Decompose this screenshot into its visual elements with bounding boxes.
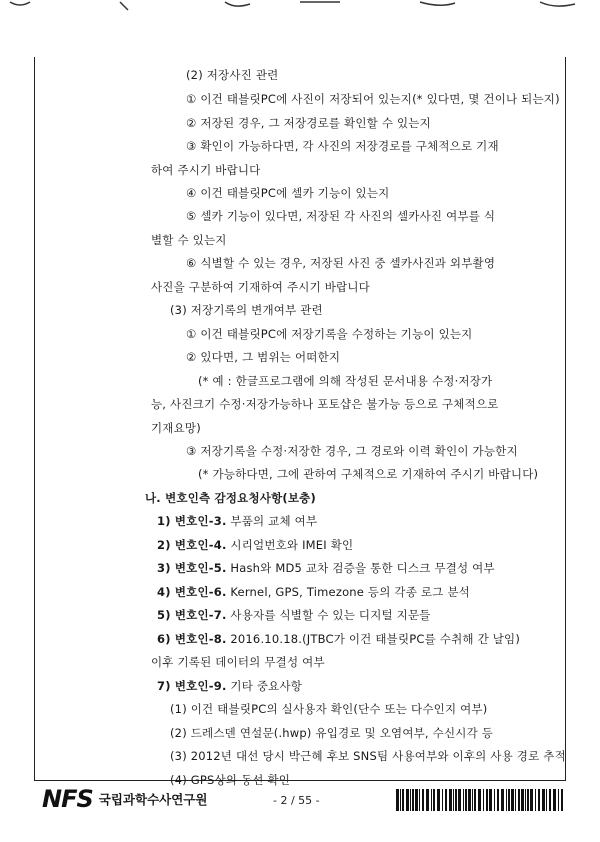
text-line: ③ 저장기록을 수정·저장한 경우, 그 경로와 이력 확인이 가능한지 [186, 444, 518, 458]
item-number: 4) 변호인-6. [157, 585, 227, 599]
barcode-bar [468, 789, 471, 811]
top-edge-marks [0, 0, 600, 14]
barcode-bar [525, 789, 526, 811]
barcode-bar [553, 789, 556, 811]
text-line: ① 이건 태블릿PC에 저장기록을 수정하는 기능이 있는지 [186, 327, 473, 341]
text-line [157, 585, 470, 599]
text-line: ③ 확인이 가능하다면, 각 사진의 저장경로를 구체적으로 기재 [186, 139, 499, 153]
barcode-bar [465, 789, 467, 811]
barcode-bar [449, 789, 452, 811]
barcode-bar [478, 789, 481, 811]
organization-name: 국립과학수사연구원 [98, 792, 208, 807]
barcode-bar [455, 789, 457, 811]
text-line: (3) 저장기록의 변개여부 관련 [170, 303, 323, 317]
barcode-bar [489, 789, 492, 811]
text-line: ② 저장된 경우, 그 저장경로를 확인할 수 있는지 [186, 116, 431, 130]
barcode-bar [433, 789, 435, 811]
barcode-bar [527, 789, 529, 811]
item-text: 시리얼번호와 IMEI 확인 [226, 538, 354, 552]
nfs-logo: NFS [42, 785, 93, 813]
barcode-bar [501, 789, 504, 811]
text-line: (1) 이건 태블릿PC의 실사용자 확인(단수 또는 다수인지 여부) [170, 702, 488, 716]
text-line: ① 이건 태블릿PC에 사진이 저장되어 있는지(* 있다면, 몇 건이나 되는지) [186, 92, 560, 106]
text-line: 나. 변호인측 감정요청사항(보충) [145, 491, 316, 505]
text-line: (4) GPS상의 동선 확인 [170, 773, 291, 787]
text-line: 사진을 구분하여 기재하여 주시기 바랍니다 [151, 280, 370, 294]
barcode-bar [518, 789, 520, 811]
text-line: (3) 2012년 대선 당시 박근혜 후보 SNS팀 사용여부와 이후의 사용 경로 추적 [170, 749, 566, 763]
text-line [157, 679, 302, 693]
barcode-bar [515, 789, 516, 811]
text-line: ⑥ 식별할 수 있는 경우, 저장된 사진 중 셀카사진과 외부촬영 [186, 256, 496, 270]
barcode-bar [458, 789, 461, 811]
item-text: 부품의 교체 여부 [226, 514, 318, 528]
text-line: 능, 사진크기 수정·저장가능하나 포토샵은 불가능 등으로 구체적으로 [151, 397, 499, 411]
text-line [157, 608, 431, 622]
text-line: (2) 드레스덴 연설문(.hwp) 유입경로 및 오염여부, 수신시각 등 [170, 726, 494, 740]
text-line [157, 514, 317, 528]
barcode-bar [511, 789, 514, 811]
barcode-bar [422, 789, 424, 811]
barcode-bar [453, 789, 454, 811]
page-number: - 2 / 55 - [273, 794, 320, 807]
barcode-bar [542, 789, 545, 811]
barcode-bar [546, 789, 547, 811]
barcode-bar [415, 789, 418, 811]
barcode-bar [442, 789, 443, 811]
barcode-bar [400, 789, 401, 811]
text-line [157, 538, 353, 552]
barcode-bar [437, 789, 440, 811]
barcode-bar [410, 789, 411, 811]
barcode-bar [472, 789, 473, 811]
barcode-bar [558, 789, 559, 811]
text-line: ④ 이건 태블릿PC에 셀카 기능이 있는지 [186, 186, 390, 200]
item-text: 사용자를 식별할 수 있는 디지털 지문들 [226, 608, 431, 622]
item-text: Hash와 MD5 교차 검증을 통한 디스크 무결성 여부 [226, 561, 495, 575]
barcode-bar [497, 789, 499, 811]
text-line [157, 561, 495, 575]
text-line: 기재요망) [151, 421, 201, 435]
text-line: (* 예 : 한글프로그램에 의해 작성된 문서내용 수정·저장가 [198, 374, 493, 388]
barcode-bar [406, 789, 409, 811]
text-line: 이후 기록된 데이터의 무결성 여부 [151, 655, 325, 669]
barcode-bar [445, 789, 447, 811]
barcode-bar [535, 789, 536, 811]
text-line: (* 가능하다면, 그에 관하여 구체적으로 기재하여 주시기 바랍니다) [198, 467, 539, 481]
barcode-icon [396, 789, 566, 811]
barcode-bar [483, 789, 484, 811]
footer-logo [42, 786, 207, 812]
barcode-bar [506, 789, 507, 811]
item-text: 2016.10.18.(JTBC가 이건 태블릿PC를 수취해 간 날임) [226, 632, 521, 646]
barcode-bar [426, 789, 429, 811]
barcode-bar [561, 789, 563, 811]
item-text: Kernel, GPS, Timezone 등의 각종 로그 분석 [226, 585, 470, 599]
barcode-bar [508, 789, 510, 811]
document-frame [34, 57, 566, 781]
barcode-bar [538, 789, 540, 811]
item-number: 5) 변호인-7. [157, 608, 227, 622]
text-line: ⑤ 셀카 기능이 있다면, 저장된 각 사진의 셀카사진 여부를 식 [186, 209, 496, 223]
barcode-bar [474, 789, 476, 811]
barcode-bar [431, 789, 432, 811]
barcode-bar [419, 789, 420, 811]
item-number: 1) 변호인-3. [157, 514, 227, 528]
item-text: 기타 중요사항 [226, 679, 303, 693]
barcode-bar [549, 789, 551, 811]
text-line: (2) 저장사진 관련 [186, 68, 279, 82]
barcode-bar [402, 789, 404, 811]
item-number: 7) 변호인-9. [157, 679, 227, 693]
barcode-bar [521, 789, 524, 811]
text-line: ② 있다면, 그 범위는 어떠한지 [186, 350, 341, 364]
text-line [157, 632, 520, 646]
text-line: 별할 수 있는지 [151, 233, 227, 247]
item-number: 2) 변호인-4. [157, 538, 227, 552]
text-line: 하여 주시기 바랍니다 [151, 163, 261, 177]
barcode-bar [396, 789, 399, 811]
barcode-bar [486, 789, 488, 811]
barcode-bar [412, 789, 414, 811]
item-number: 3) 변호인-5. [157, 561, 227, 575]
item-number: 6) 변호인-8. [157, 632, 227, 646]
barcode-bar [463, 789, 464, 811]
barcode-bar [530, 789, 533, 811]
barcode-bar [494, 789, 495, 811]
